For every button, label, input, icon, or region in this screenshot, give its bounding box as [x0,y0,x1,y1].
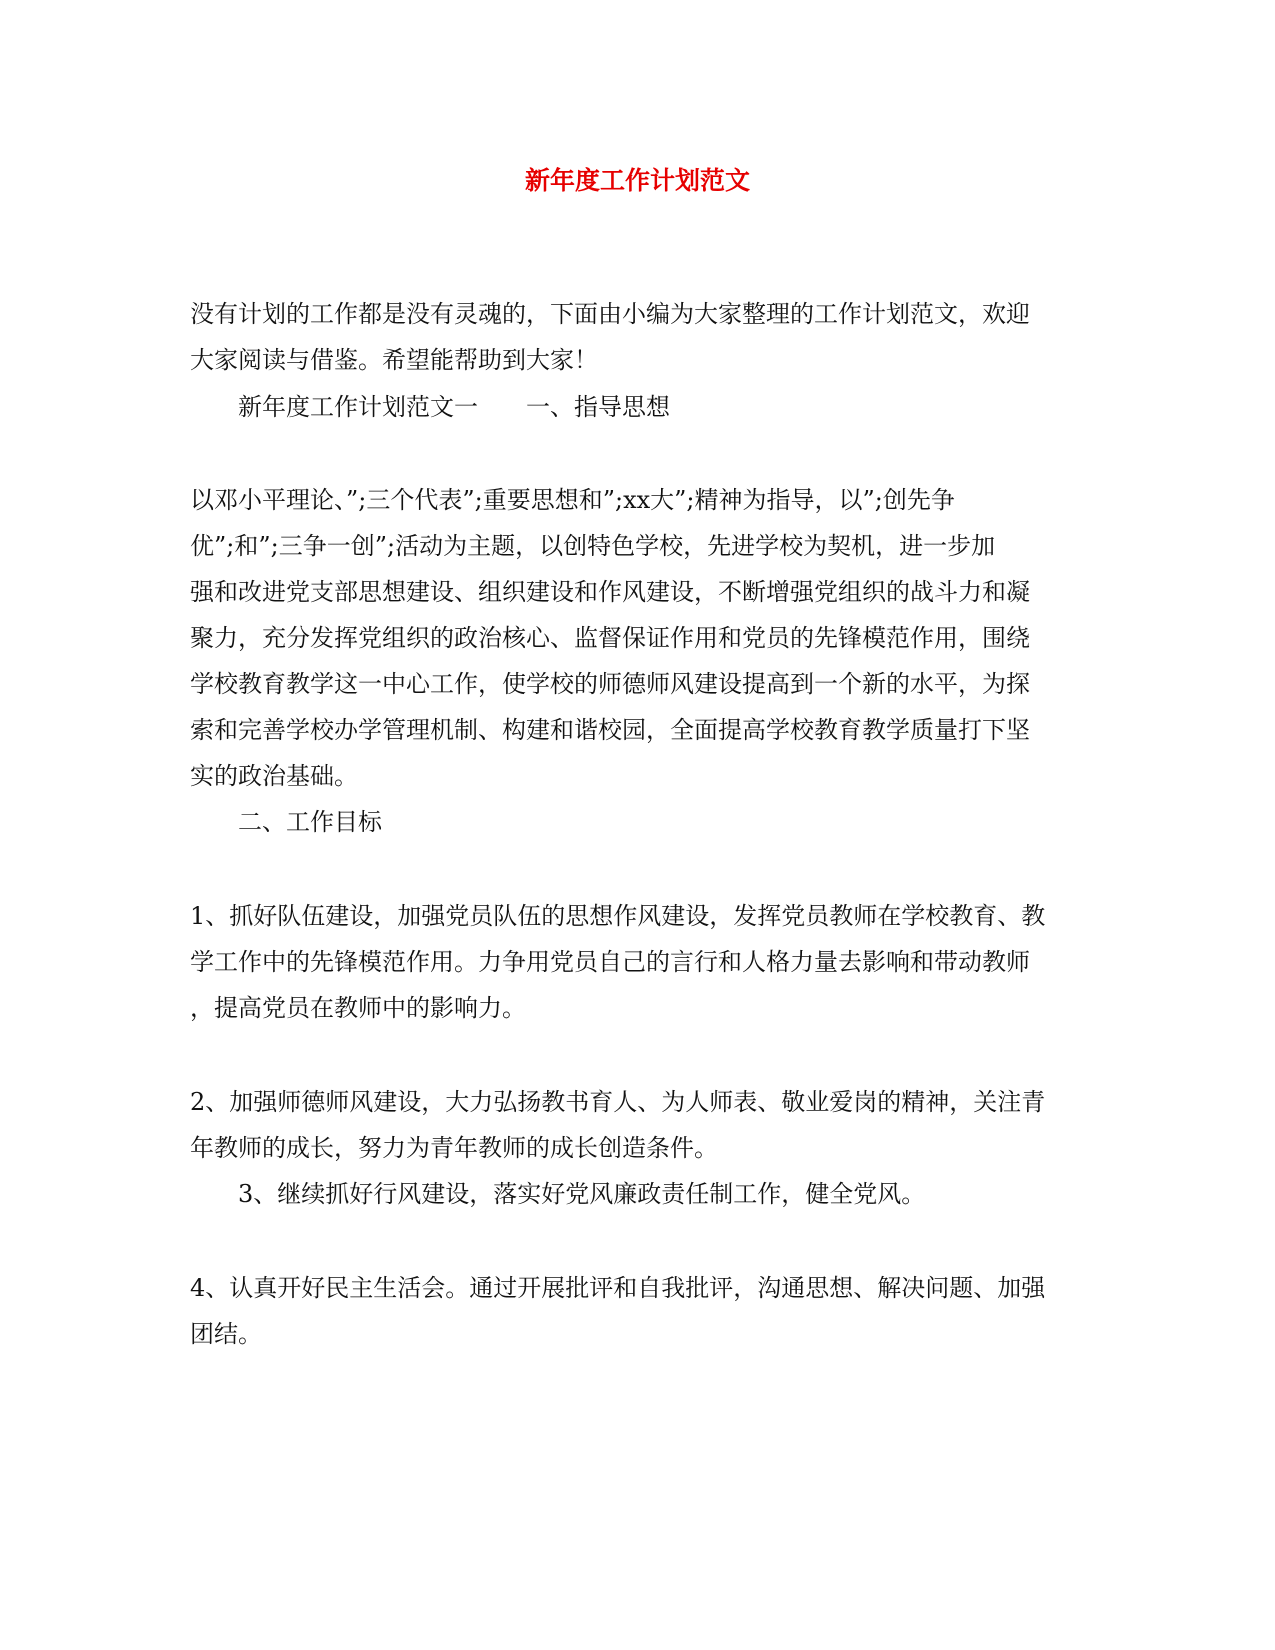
paragraph-line: 索和完善学校办学管理机制、构建和谐校园，全面提高学校教育教学质量打下坚 [190,716,1030,744]
goal-1-line: 1、抓好队伍建设，加强党员队伍的思想作风建设，发挥党员教师在学校教育、教 [190,902,1046,930]
paragraph-line: 以邓小平理论、”;三个代表”;重要思想和”;xx大”;精神为指导，以”;创先争 [190,486,955,514]
section-heading-2: 二、工作目标 [238,808,382,836]
goal-2-line: 年教师的成长，努力为青年教师的成长创造条件。 [190,1134,718,1162]
document-title: 新年度工作计划范文 [524,166,750,195]
paragraph-line: 优”;和”;三争一创”;活动为主题，以创特色学校，先进学校为契机，进一步加 [190,532,996,560]
section-heading-1: 新年度工作计划范文一 一、指导思想 [238,393,670,421]
paragraph-line: 学校教育教学这一中心工作，使学校的师德师风建设提高到一个新的水平，为探 [190,670,1030,698]
goal-3-line: 3、继续抓好行风建设，落实好党风廉政责任制工作，健全党风。 [238,1180,926,1208]
goal-4-line: 4、认真开好民主生活会。通过开展批评和自我批评，沟通思想、解决问题、加强 [190,1274,1046,1302]
intro-line-1: 没有计划的工作都是没有灵魂的，下面由小编为大家整理的工作计划范文，欢迎 [190,300,1030,328]
goal-1-line: ，提高党员在教师中的影响力。 [190,994,526,1022]
paragraph-line: 强和改进党支部思想建设、组织建设和作风建设，不断增强党组织的战斗力和凝 [190,578,1030,606]
paragraph-line: 实的政治基础。 [190,762,358,790]
goal-1-line: 学工作中的先锋模范作用。力争用党员自己的言行和人格力量去影响和带动教师 [190,948,1030,976]
goal-4-line: 团结。 [190,1320,262,1348]
paragraph-line: 聚力，充分发挥党组织的政治核心、监督保证作用和党员的先锋模范作用，围绕 [190,624,1030,652]
goal-2-line: 2、加强师德师风建设，大力弘扬教书育人、为人师表、敬业爱岗的精神，关注青 [190,1088,1046,1116]
intro-line-2: 大家阅读与借鉴。希望能帮助到大家！ [190,346,598,374]
